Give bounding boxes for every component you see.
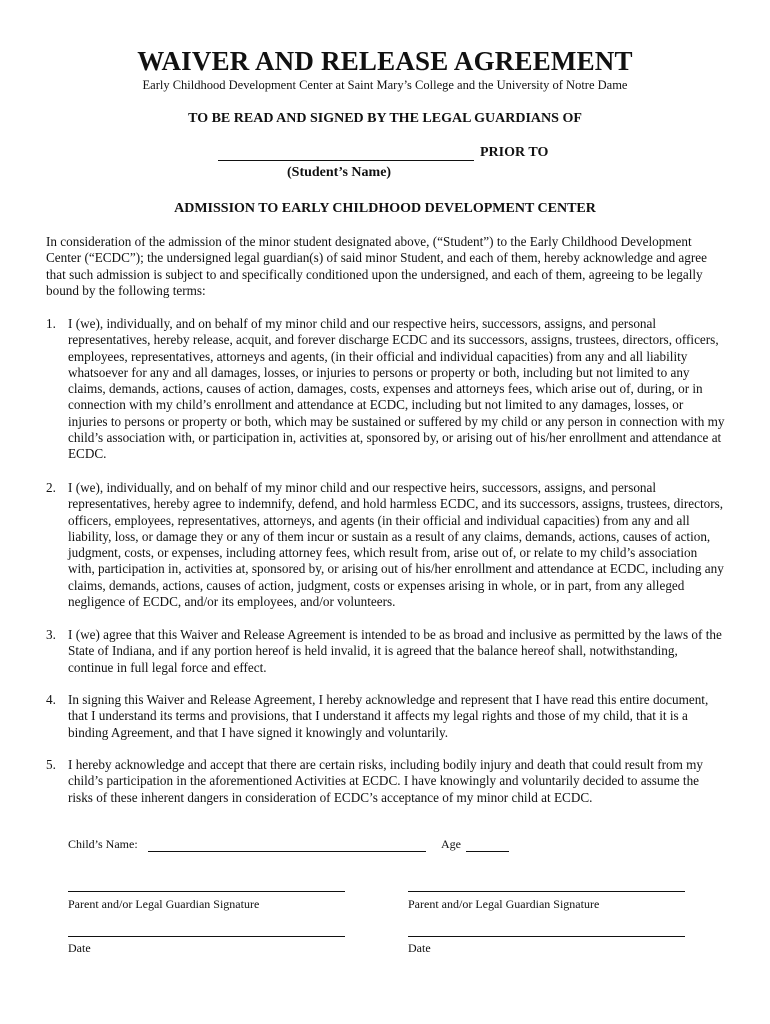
student-name-blank[interactable] (218, 146, 474, 161)
date-field-1[interactable] (68, 936, 345, 937)
admission-heading: ADMISSION TO EARLY CHILDHOOD DEVELOPMENT CENTER (174, 201, 596, 216)
age-label: Age (441, 837, 461, 851)
date-field-2[interactable] (408, 936, 685, 937)
date-label-1: Date (68, 941, 91, 955)
term-number: 3. (46, 627, 56, 642)
term-text: In signing this Waiver and Release Agreement, I hereby acknowledge and represent that I have read this entire document, that I understand its terms and provisions, that I understand it affects my legal rights and those of my child, that it is a binding Agreement, and that I have signed it knowingly and voluntarily. (68, 692, 709, 740)
term-number: 4. (46, 692, 56, 707)
date-label-2: Date (408, 941, 431, 955)
childs-name-field[interactable] (148, 851, 426, 852)
term-text: I (we), individually, and on behalf of my minor child and our respective heirs, successors, assigns, and personal representatives, hereby release, acquit, and forever discharge ECDC and its successors, assigns, trustees, directors, officers, employees, representatives, attorneys and agents, (in their official and individual capacities) from any and all liability whatsoever for any and all damages, losses, or injuries to persons or property or both, including but not limited to any claims, demands, actions, causes of action, damages, costs, expenses and attorneys fees, which arise out of, during, or in connection with my child’s enrollment and attendance at ECDC, including but not limited to any damages, losses, or injuries to persons or property or both, which may be sustained or suffered by my child or any person in connection with my child’s association with, or participation in, activities at, sponsored by, or arising out of his/her enrollment and attendance at ECDC. (68, 316, 725, 462)
guardian-signature-label-1: Parent and/or Legal Guardian Signature (68, 897, 260, 911)
intro-paragraph: In consideration of the admission of the minor student designated above, (“Student”) to the Early Childhood Development Center (“ECDC”); the undersigned legal guardian(s) of said minor Student, and each of them, hereby acknowledge and agree that such admission is subject to and specifically conditioned upon the undersigned, and each of them, agreeing to be legally bound by the following terms: (46, 234, 707, 298)
term-item (46, 627, 726, 676)
guardian-signature-field-1[interactable] (68, 891, 345, 892)
term-item (46, 757, 726, 806)
term-number: 5. (46, 757, 56, 772)
student-name-label: (Student’s Name) (287, 165, 392, 180)
term-text: I (we), individually, and on behalf of my minor child and our respective heirs, successors, assigns, and personal representatives, hereby agree to indemnify, defend, and hold harmless ECDC, and its successors, assigns, trustees, directors, officers, employees, representatives, attorneys, and agents (in their official and individual capacities) from any and all liability, loss, or damage they or any of them incur or sustain as a result of any claims, demands, actions, causes of action, judgment, costs, or expenses, including attorney fees, which result from, arise out of, or relate to my child’s association with, participation in, activities at, sponsored by, or arising out of his/her enrollment and attendance at ECDC, including any claims, demands, actions, causes of action, judgment, costs or expenses arising in whole, or in part, from any alleged negligence of ECDC, and/or its employees, and/or volunteers. (68, 480, 724, 610)
guardian-signature-label-2: Parent and/or Legal Guardian Signature (408, 897, 600, 911)
guardian-signature-field-2[interactable] (408, 891, 685, 892)
term-text: I (we) agree that this Waiver and Release Agreement is intended to be as broad and inclusive as permitted by the laws of the State of Indiana, and if any portion hereof is held invalid, it is agreed that the balance hereof shall, notwithstanding, continue in full legal force and effect. (68, 627, 722, 675)
childs-name-label: Child’s Name: (68, 837, 138, 851)
age-field[interactable] (466, 851, 509, 852)
term-item (46, 480, 726, 610)
document-title: WAIVER AND RELEASE AGREEMENT (137, 46, 633, 76)
document-subtitle: Early Childhood Development Center at Saint Mary’s College and the University of Notre Dame (142, 78, 628, 92)
term-item (46, 692, 726, 741)
term-item (46, 316, 726, 463)
read-signed-heading: TO BE READ AND SIGNED BY THE LEGAL GUARDIANS OF (188, 111, 582, 126)
term-text: I hereby acknowledge and accept that there are certain risks, including bodily injury and death that could result from my child’s participation in the aforementioned Activities at ECDC. I have knowingly and voluntarily decided to assume the risks of these inherent dangers in consideration of ECDC’s acceptance of my minor child at ECDC. (68, 757, 703, 805)
prior-to-label: PRIOR TO (480, 145, 549, 160)
term-number: 2. (46, 480, 56, 495)
term-number: 1. (46, 316, 56, 331)
